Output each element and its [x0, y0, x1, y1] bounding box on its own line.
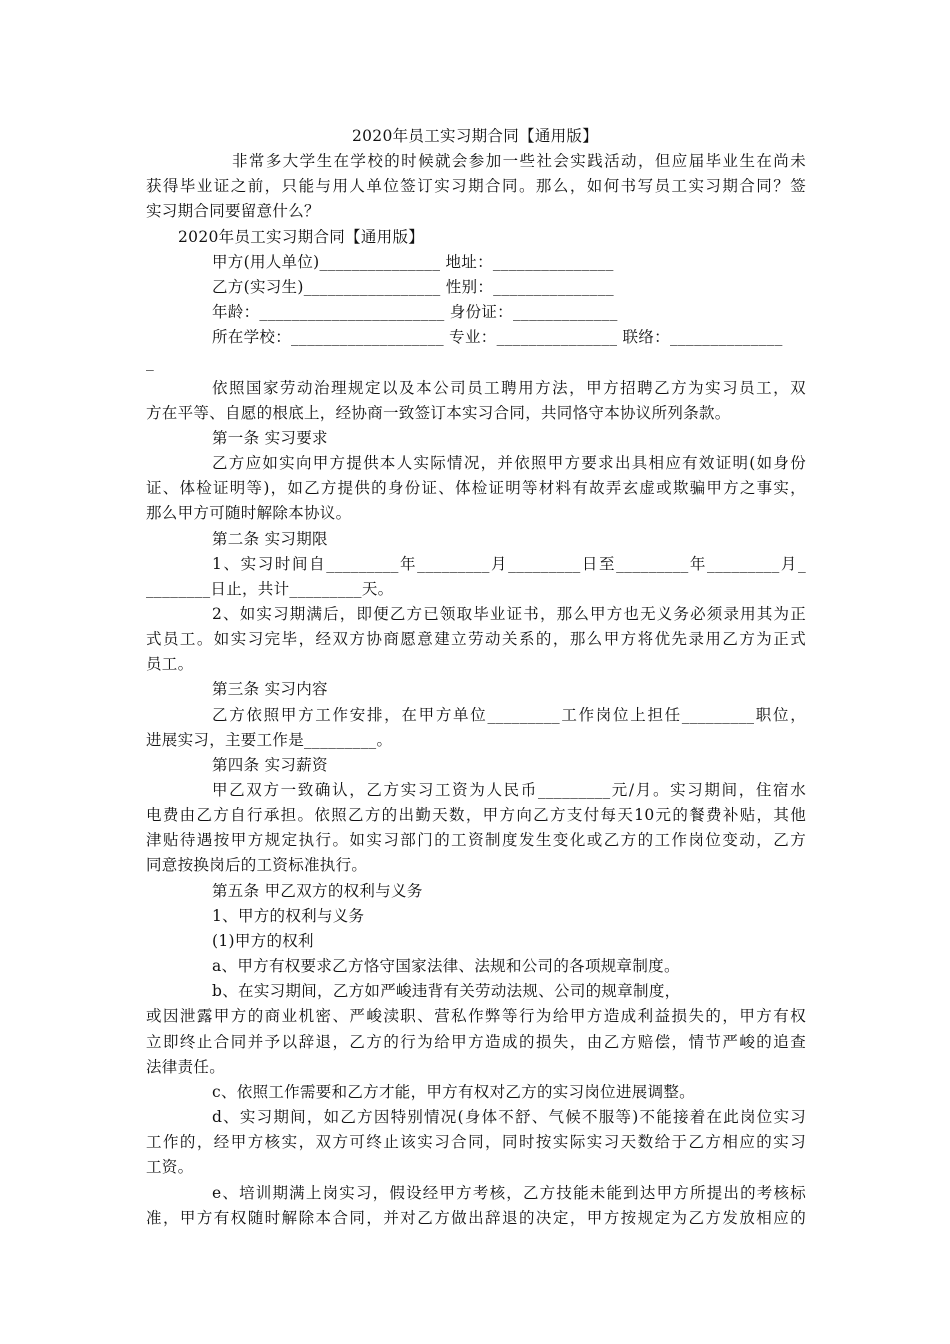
body-line: 2、如实习期满后，即便乙方已领取毕业证书，那么甲方也无义务必须录用其为正 — [212, 605, 806, 623]
body-line: 甲乙双方一致确认，乙方实习工资为人民币_________元/月。实习期间，住宿水 — [212, 781, 806, 799]
body-line: c、依照工作需要和乙方才能，甲方有权对乙方的实习岗位进展调整。 — [212, 1083, 695, 1101]
body-line: 依照国家劳动治理规定以及本公司员工聘用方法，甲方招聘乙方为实习员工，双 — [212, 379, 806, 397]
intro-line: 获得毕业证之前，只能与用人单位签订实习期合同。那么，如何书写员工实习期合同？签 — [146, 177, 806, 195]
body-line: 立即终止合同并予以辞退，乙方的行为给甲方造成的损失，由乙方赔偿，情节严峻的追查 — [146, 1033, 806, 1051]
body-line: 那么甲方可随时解除本协议。 — [146, 504, 352, 522]
body-line: 津贴待遇按甲方规定执行。如实习部门的工资制度发生变化或乙方的工作岗位变动，乙方 — [146, 831, 806, 849]
subsection-heading: 1、甲方的权利与义务 — [212, 907, 365, 925]
section-heading: 第五条 甲乙双方的权利与义务 — [212, 882, 423, 900]
intro-line: 非常多大学生在学校的时候就会参加一些社会实践活动，但应届毕业生在尚未 — [232, 152, 806, 170]
body-line: 方在平等、自愿的根底上，经协商一致签订本实习合同，共同恪守本协议所列条款。 — [146, 404, 731, 422]
body-line: b、在实习期间，乙方如严峻违背有关劳动法规、公司的规章制度， — [212, 982, 681, 1000]
body-line: 工作的，经甲方核实，双方可终止该实习合同，同时按实际实习天数给于乙方相应的实习 — [146, 1133, 806, 1151]
school-field: 所在学校：___________________ 专业：_______________ 联络：______________ — [212, 328, 783, 346]
section-heading: 第一条 实习要求 — [212, 429, 328, 447]
body-line: 进展实习，主要工作是_________。 — [146, 731, 393, 749]
body-line: 乙方应如实向甲方提供本人实际情况，并依照甲方要求出具相应有效证明(如身份 — [212, 454, 806, 472]
body-line: e、培训期满上岗实习，假设经甲方考核，乙方技能未能到达甲方所提出的考核标 — [212, 1184, 806, 1202]
body-line: 乙方依照甲方工作安排，在甲方单位_________工作岗位上担任_________职位， — [212, 706, 806, 724]
subsection-heading: (1)甲方的权利 — [212, 932, 314, 950]
field-overflow: _ — [146, 353, 155, 371]
body-line: d、实习期间，如乙方因特别情况(身体不舒、气候不服等)不能接着在此岗位实习 — [212, 1108, 806, 1126]
section-heading: 第三条 实习内容 — [212, 680, 328, 698]
age-id-field: 年龄：_______________________ 身份证：_____________ — [212, 303, 618, 321]
contract-heading: 2020年员工实习期合同【通用版】 — [178, 228, 425, 246]
body-line: 员工。 — [146, 655, 194, 673]
body-line: 或因泄露甲方的商业机密、严峻渎职、营私作弊等行为给甲方造成利益损失的，甲方有权 — [146, 1007, 806, 1025]
section-heading: 第四条 实习薪资 — [212, 756, 328, 774]
body-line: 法律责任。 — [146, 1058, 226, 1076]
body-line: 工资。 — [146, 1158, 194, 1176]
intro-line: 实习期合同要留意什么？ — [146, 202, 320, 220]
body-line: 同意按换岗后的工资标准执行。 — [146, 856, 368, 874]
body-line: 式员工。如实习完毕，经双方协商愿意建立劳动关系的，那么甲方将优先录用乙方为正式 — [146, 630, 806, 648]
body-line: 证、体检证明等)，如乙方提供的身份证、体检证明等材料有故弄玄虚或欺骗甲方之事实， — [146, 479, 806, 497]
party-a-field: 甲方(用人单位)_______________ 地址：_______________ — [212, 253, 614, 271]
body-line: ________日止，共计_________天。 — [146, 580, 394, 598]
body-line: a、甲方有权要求乙方恪守国家法律、法规和公司的各项规章制度。 — [212, 957, 680, 975]
party-b-field: 乙方(实习生)_________________ 性别：_______________ — [212, 278, 614, 296]
section-heading: 第二条 实习期限 — [212, 530, 328, 548]
body-line: 1、实习时间自_________年_________月_________日至_________年_________月_ — [212, 555, 806, 573]
body-line: 电费由乙方自行承担。依照乙方的出勤天数，甲方向乙方支付每天10元的餐费补贴，其他 — [146, 806, 806, 824]
document-title: 2020年员工实习期合同【通用版】 — [351, 127, 599, 145]
body-line: 准，甲方有权随时解除本合同，并对乙方做出辞退的决定，甲方按规定为乙方发放相应的 — [146, 1209, 806, 1227]
